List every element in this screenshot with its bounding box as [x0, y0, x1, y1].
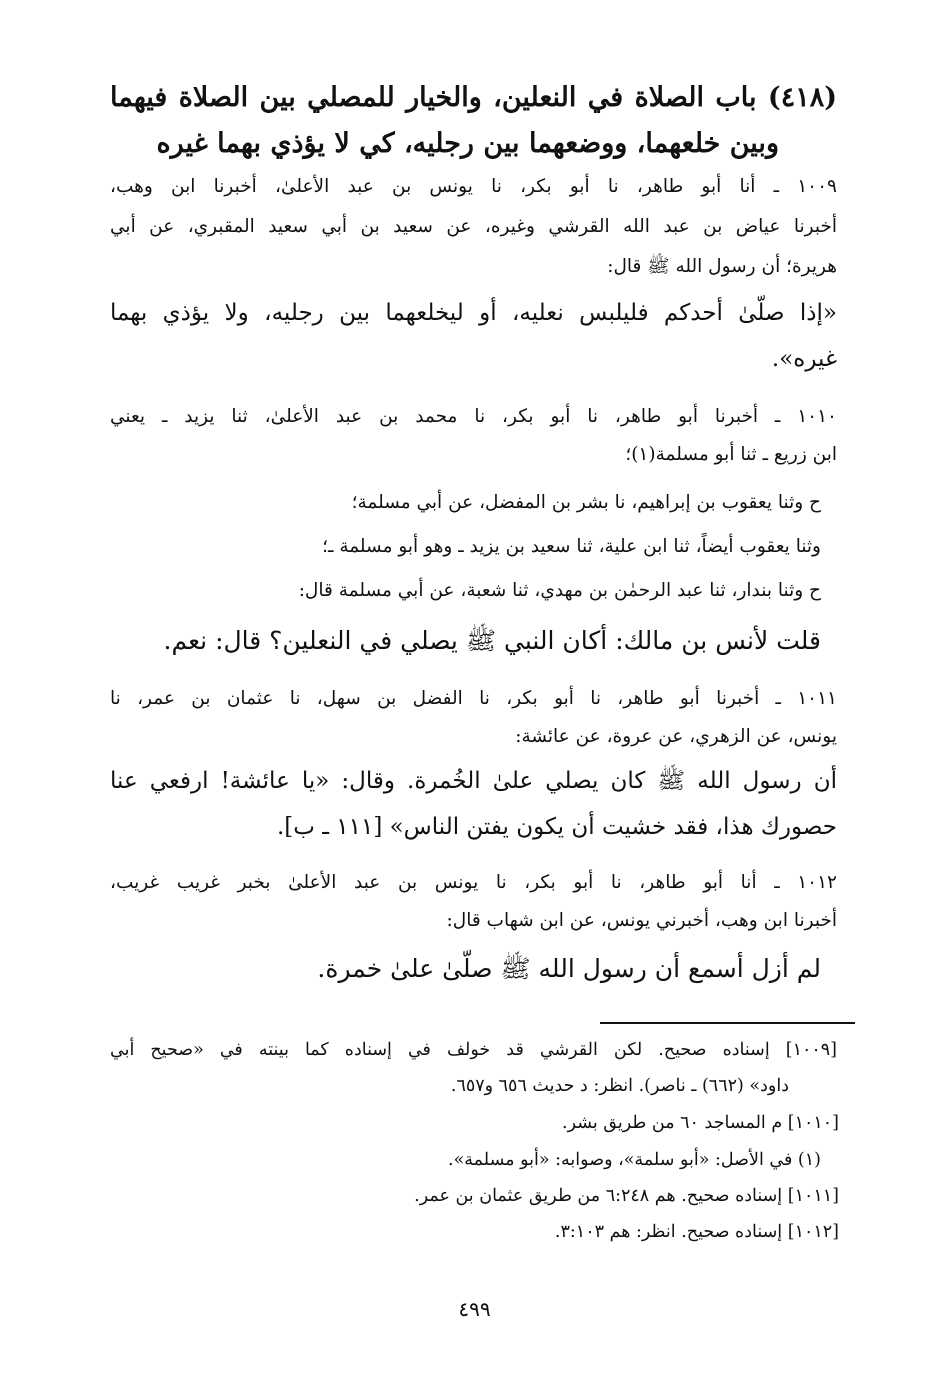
hadith-1012-isnad-line-1: ١٠١٢ ـ أنا أبو طاهر، نا أبو بكر، نا يونس بن عبد الأعلىٰ بخبر غريب غريب،: [110, 872, 837, 893]
hadith-1011-matn-line-1: أن رسول الله ﷺ كان يصلي علىٰ الخُمرة. وقال: «يا عائشة! ارفعي عنا: [110, 768, 837, 794]
hadith-1011-isnad-line-1: ١٠١١ ـ أخبرنا أبو طاهر، نا أبو بكر، نا الفضل بن سهل، نا عثمان بن عمر، نا: [110, 688, 837, 709]
hadith-1010-chain-3: ح وثنا بندار، ثنا عبد الرحمٰن بن مهدي، ثنا شعبة، عن أبي مسلمة قال:: [298, 580, 821, 601]
hadith-1010-matn: قلت لأنس بن مالك: أكان النبي ﷺ يصلي في النعلين؟ قال: نعم.: [163, 626, 821, 655]
footnote-separator: [600, 1022, 855, 1024]
chapter-heading-line-1: (٤١٨) باب الصلاة في النعلين، والخيار للمصلي بين الصلاة فيهما: [110, 82, 837, 113]
hadith-1009-isnad-line-2: أخبرنا عياض بن عبد الله القرشي وغيره، عن سعيد بن أبي سعيد المقبري، عن أبي: [110, 216, 837, 237]
hadith-1009-matn-line-2: غيره».: [771, 346, 837, 372]
hadith-1012-isnad-line-2: أخبرنا ابن وهب، أخبرني يونس، عن ابن شهاب قال:: [446, 910, 837, 931]
hadith-1010-isnad-line-2: ابن زريع ـ ثنا أبو مسلمة(١)؛: [625, 444, 837, 465]
chapter-heading-line-2: وبين خلعهما، ووضعهما بين رجليه، كي لا يؤذي بهما غيره: [156, 128, 779, 159]
hadith-1010-chain-1: ح وثنا يعقوب بن إبراهيم، نا بشر بن المفضل، عن أبي مسلمة؛: [351, 492, 821, 513]
footnote-1009-line-1: [١٠٠٩] إسناده صحيح. لكن القرشي قد خولف في إسناده كما بينته في «صحيح أبي: [110, 1040, 837, 1060]
hadith-1009-isnad-line-3: هريرة؛ أن رسول الله ﷺ قال:: [607, 256, 837, 277]
hadith-1010-chain-2: وثنا يعقوب أيضاً، ثنا ابن علية، ثنا سعيد بن يزيد ـ وهو أبو مسلمة ـ؛: [322, 536, 821, 557]
page-number: ٤٩٩: [458, 1297, 491, 1321]
hadith-1009-matn-line-1: «إذا صلّىٰ أحدكم فليلبس نعليه، أو ليخلعهما بين رجليه، ولا يؤذي بهما: [110, 300, 837, 326]
footnote-1010: [١٠١٠] م المساجد ٦٠ من طريق بشر.: [562, 1113, 839, 1133]
footnote-1-source-note: (١) في الأصل: «أبو سلمة»، وصوابه: «أبو مسلمة».: [448, 1150, 821, 1170]
hadith-1011-isnad-line-2: يونس، عن الزهري، عن عروة، عن عائشة:: [515, 726, 837, 747]
hadith-1009-isnad-line-1: ١٠٠٩ ـ أنا أبو طاهر، نا أبو بكر، نا يونس بن عبد الأعلىٰ، أخبرنا ابن وهب،: [110, 176, 837, 197]
footnote-1011: [١٠١١] إسناده صحيح. هم ٦:٢٤٨ من طريق عثمان بن عمر.: [414, 1186, 839, 1206]
hadith-1012-matn: لم أزل أسمع أن رسول الله ﷺ صلّىٰ علىٰ خمرة.: [317, 954, 821, 983]
hadith-1010-isnad-line-1: ١٠١٠ ـ أخبرنا أبو طاهر، نا أبو بكر، نا محمد بن عبد الأعلىٰ، ثنا يزيد ـ يعني: [110, 406, 837, 427]
footnote-1012: [١٠١٢] إسناده صحيح. انظر: هم ٣:١٠٣.: [554, 1222, 839, 1242]
hadith-1011-matn-line-2: حصورك هذا، فقد خشيت أن يكون يفتن الناس» [١١١ ـ ب].: [276, 814, 837, 840]
footnote-1009-line-2: داود» (٦٦٢) ـ ناصر). انظر: د حديث ٦٥٦ و٦٥٧.: [450, 1076, 789, 1096]
